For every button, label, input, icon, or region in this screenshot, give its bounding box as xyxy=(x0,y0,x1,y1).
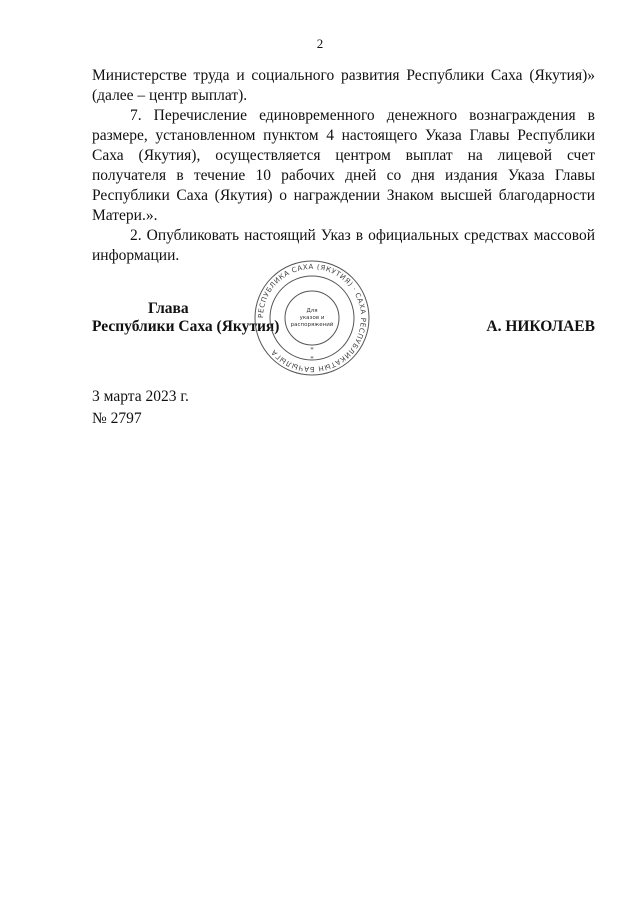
seal-star-icon: * xyxy=(310,346,314,354)
seal-inner-text-1: Для xyxy=(306,308,318,314)
signer-name: А. НИКОЛАЕВ xyxy=(486,318,595,335)
seal-inner-text-3: распоряжений xyxy=(290,322,334,328)
document-number: № 2797 xyxy=(92,410,142,427)
official-seal xyxy=(252,258,372,378)
seal-outer-text: РЕСПУБЛИКА САХА (ЯКУТИЯ) · САХА РЕСПУБЛИКАТЫН БАЧЫЛЫГА xyxy=(256,262,368,374)
paragraph-item-2: 2. Опубликовать настоящий Указ в официальных средствах массовой информации. xyxy=(92,227,595,264)
document-date: 3 марта 2023 г. xyxy=(92,388,189,405)
signer-title-line1: Глава xyxy=(148,300,189,317)
paragraph-item-7: 7. Перечисление единовременного денежного вознаграждения в размере, установленном пунктом 4 настоящего Указа Главы Республики Саха (Якутия), осуществляется центром выплат на лицевой счет получателя в течение 10 рабочих дней со дня издания Указа Главы Республики Саха (Якутия) о награждении Знаком высшей благодарности Матери.». xyxy=(92,107,595,224)
document-body xyxy=(92,66,595,266)
seal-star-icon-2: * xyxy=(310,355,314,363)
signer-title-line2: Республики Саха (Якутия) xyxy=(92,318,280,335)
paragraph-continuation: Министерстве труда и социального развития Республики Саха (Якутия)» (далее – центр выплат). xyxy=(92,67,595,104)
page-number: 2 xyxy=(316,36,324,51)
seal-inner-text-2: указов и xyxy=(299,315,325,321)
